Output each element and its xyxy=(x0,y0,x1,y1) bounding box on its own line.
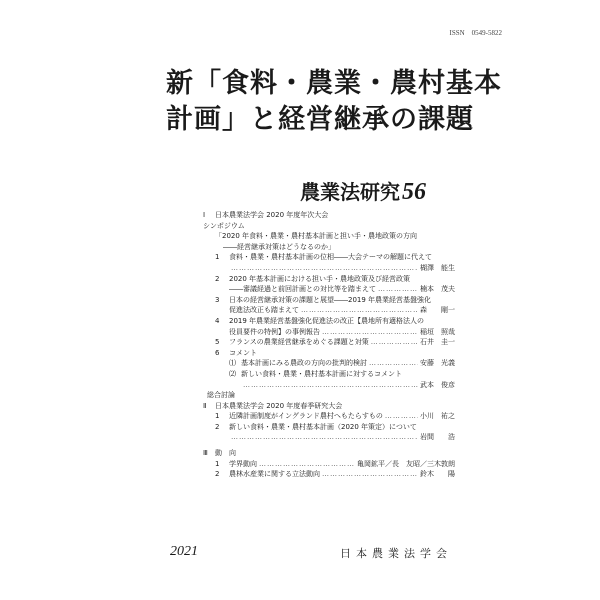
toc-item-author: 鈴木 陽 xyxy=(420,470,455,479)
table-of-contents xyxy=(203,210,455,480)
toc-item xyxy=(203,316,455,327)
toc-item-title: 学界動向 xyxy=(229,459,257,468)
toc-item-title: 食料・農業・農村基本計画の位相――大会テーマの解題に代えて xyxy=(229,253,432,262)
toc-item-number: 6 xyxy=(215,348,220,357)
toc-item-number: 4 xyxy=(215,316,220,325)
toc-section-3 xyxy=(203,448,455,459)
toc-item-author-row xyxy=(203,284,455,295)
toc-item-number: 5 xyxy=(215,338,220,347)
toc-item-number: 2 xyxy=(215,470,220,479)
leader-dots xyxy=(243,380,418,391)
toc-item-number: 2 xyxy=(215,274,220,283)
toc-comment-number: ⑵ xyxy=(229,369,236,378)
toc-comment-title: 新しい食料・農業・農村基本計画に対するコメント xyxy=(241,369,402,378)
leader-dots xyxy=(231,263,418,274)
toc-item-number: 3 xyxy=(215,295,220,304)
toc-section-2 xyxy=(203,401,455,412)
series-number: 56 xyxy=(402,179,426,205)
toc-comment xyxy=(203,358,455,369)
toc-comment xyxy=(203,369,455,380)
toc-section-number: Ⅲ xyxy=(203,449,208,458)
series-name: 農業法研究 xyxy=(300,180,400,204)
toc-item-title: 2019 年農業経営基盤強化促進法の改正【農地所有適格法人の xyxy=(229,316,425,325)
toc-item-subtitle: ――審議経過と前回計画との対比等を踏まえて xyxy=(229,285,376,294)
toc-item-author: 岩間 浩 xyxy=(420,433,455,442)
leader-dots xyxy=(322,469,418,480)
toc-item-title: フランスの農業経営継承をめぐる課題と対策 xyxy=(229,338,369,347)
toc-comment-title: 基本計画にみる農政の方向の批判的検討 xyxy=(241,359,367,368)
toc-item-author: 稲垣 照哉 xyxy=(420,327,455,336)
toc-item-author-row xyxy=(203,305,455,316)
leader-dots xyxy=(259,459,355,470)
toc-item-author: 楠本 茂夫 xyxy=(420,285,455,294)
toc-item-subtitle: 役員要件の特例】の事例報告 xyxy=(229,327,320,336)
toc-item-title: 近隣計画制度がイングランド農村へもたらすもの xyxy=(229,412,383,421)
leader-dots xyxy=(231,432,418,443)
toc-item xyxy=(203,411,455,422)
toc-item-author-row xyxy=(203,380,455,391)
toc-text: ――経営継承対策はどうなるのか」 xyxy=(223,242,335,251)
toc-item xyxy=(203,337,455,348)
publication-year: 2021 xyxy=(170,544,198,559)
leader-dots xyxy=(371,337,418,348)
series-title xyxy=(300,176,426,206)
toc-item-title: 新しい食料・農業・農村基本計画（2020 年策定）について xyxy=(229,422,417,431)
toc-item-author: 小川 祐之 xyxy=(420,412,455,421)
toc-item-number: 1 xyxy=(215,412,220,421)
toc-section-number: Ⅱ xyxy=(203,401,207,410)
toc-comment-author: 安藤 光義 xyxy=(420,359,455,368)
toc-discussion xyxy=(203,390,455,401)
toc-section-title: 動 向 xyxy=(215,449,236,458)
leader-dots xyxy=(322,327,418,338)
main-title-line-1: 新「食料・農業・農村基本 xyxy=(166,68,502,99)
toc-symposium-label xyxy=(203,221,455,232)
toc-item-author: 亀岡鉱平／長 友昭／三木敦朗 xyxy=(357,459,455,468)
toc-item-author: 楜澤 能生 xyxy=(420,263,455,272)
leader-dots xyxy=(369,358,418,369)
toc-item xyxy=(203,459,455,470)
toc-item xyxy=(203,422,455,433)
toc-symposium-title-2 xyxy=(203,242,455,253)
toc-item xyxy=(203,348,455,359)
toc-item-author-row xyxy=(203,263,455,274)
toc-item xyxy=(203,252,455,263)
toc-item xyxy=(203,274,455,285)
toc-item-author-row xyxy=(203,432,455,443)
leader-dots xyxy=(378,284,418,295)
toc-item-number: 1 xyxy=(215,459,220,468)
toc-item xyxy=(203,295,455,306)
toc-section-title: 日本農業法学会 2020 年度春季研究大会 xyxy=(215,401,343,410)
toc-item-number: 1 xyxy=(215,253,220,262)
main-title xyxy=(166,66,502,138)
toc-section-number: Ⅰ xyxy=(203,211,206,219)
leader-dots xyxy=(385,411,418,422)
toc-text: 総合討論 xyxy=(207,391,235,400)
toc-section-1 xyxy=(203,210,455,221)
toc-text: 「2020 年食料・農業・農村基本計画と担い手・農地政策の方向 xyxy=(215,232,418,241)
toc-item xyxy=(203,469,455,480)
toc-item-number: 2 xyxy=(215,422,220,431)
toc-text: シンポジウム xyxy=(203,221,245,230)
toc-item-title: 日本の経営継承対策の課題と展望――2019 年農業経営基盤強化 xyxy=(229,295,432,304)
publisher-name: 日本農業法学会 xyxy=(340,547,452,560)
main-title-line-2: 計画」と経営継承の課題 xyxy=(166,104,474,135)
toc-item-subtitle: 促進法改正も踏まえて xyxy=(229,306,299,315)
toc-section-title: 日本農業法学会 2020 年度年次大会 xyxy=(215,211,329,219)
toc-item-author: 森 剛一 xyxy=(420,306,455,315)
leader-dots xyxy=(301,305,418,316)
toc-item-title: 農林水産業に関する立法動向 xyxy=(229,470,320,479)
toc-comment-author: 武本 俊彦 xyxy=(420,380,455,389)
toc-item-title: 2020 年基本計画における担い手・農地政策及び経営政策 xyxy=(229,274,411,283)
toc-item-title: コメント xyxy=(229,348,257,357)
toc-item-author-row xyxy=(203,327,455,338)
toc-symposium-title-1 xyxy=(203,231,455,242)
toc-comment-number: ⑴ xyxy=(229,359,236,368)
toc-item-author: 石井 圭一 xyxy=(420,338,455,347)
issn-label: ISSN 0549-5822 xyxy=(449,29,502,37)
